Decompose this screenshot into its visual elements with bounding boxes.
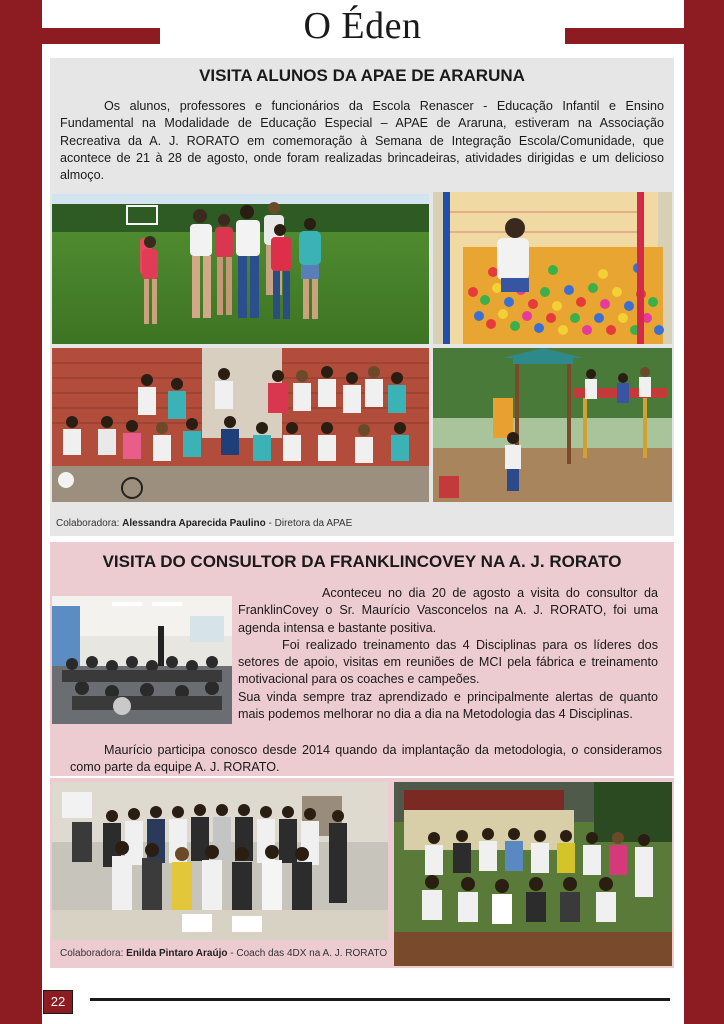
- article-franklincovey-caption: [60, 948, 387, 959]
- photo-students-group: [52, 348, 429, 502]
- header-bar-left: [42, 28, 160, 44]
- article-apae-title: VISITA ALUNOS DA APAE DE ARARUNA: [199, 66, 525, 85]
- caption-label: Colaboradora:: [56, 518, 120, 529]
- caption-role: - Coach das 4DX na A. J. RORATO: [230, 948, 388, 959]
- article-franklincovey-para1: Aconteceu no dia 20 de agosto a visita do consultor da FranklinCovey o Sr. Maurício Vasconcelos na A. J. RORATO, foi uma agenda intensa e bastante positiva.: [238, 586, 658, 635]
- article-apae-visit: [50, 58, 674, 536]
- photo-playground: [433, 348, 672, 502]
- photo-team-outdoor: [394, 782, 672, 966]
- article-franklincovey-para4: Maurício participa conosco desde 2014 quando da implantação da metodologia, o consideramos como parte da equipe A. J. RORATO.: [70, 743, 662, 775]
- article-franklincovey-title: VISITA DO CONSULTOR DA FRANKLINCOVEY NA A. J. RORATO: [102, 552, 622, 571]
- caption-name: Alessandra Aparecida Paulino: [122, 518, 266, 529]
- right-page-border: [684, 0, 724, 1024]
- header-bar-right: [565, 28, 684, 44]
- caption-label: Colaboradora:: [60, 948, 124, 959]
- photo-ball-pit: [433, 192, 672, 344]
- page-number: 22: [43, 990, 73, 1014]
- article-franklincovey-para3: Sua vinda sempre traz aprendizado e principalmente alertas de quanto mais podemos melhorar no dia a dia na Metodologia das 4 Disciplinas.: [238, 689, 658, 722]
- article-apae-body: Os alunos, professores e funcionários da Escola Renascer - Educação Infantil e Ensino Fundamental na Modalidade de Educação Especial – APAE de Araruna, estiveram na Associação Recreativa da A. J. RORATO em comemoração à Semana de Integração Escola/Comunidade, que acontece de 21 à 28 de agosto, onde foram realizadas brincadeiras, atividades dirigidas e um delicioso almoço.: [60, 99, 664, 183]
- photo-students-field: [52, 194, 429, 344]
- article-franklincovey-photos: [50, 778, 674, 968]
- photo-training-room: [52, 596, 232, 724]
- photo-team-indoor: [52, 782, 388, 940]
- magazine-title: O Éden: [303, 5, 422, 47]
- footer-rule: [90, 998, 670, 1001]
- caption-name: Enilda Pintaro Araújo: [126, 948, 228, 959]
- article-franklincovey-visit: [50, 542, 674, 776]
- left-page-border: [0, 0, 42, 1024]
- article-franklincovey-para2: Foi realizado treinamento das 4 Disciplinas para os líderes dos setores de apoio, visitas em reuniões de MCI pela fábrica e treinamento motivacional para os coaches e campeões.: [238, 637, 658, 687]
- article-apae-caption: [56, 518, 352, 529]
- article-franklincovey-body: [238, 585, 658, 723]
- caption-role: - Diretora da APAE: [268, 518, 353, 529]
